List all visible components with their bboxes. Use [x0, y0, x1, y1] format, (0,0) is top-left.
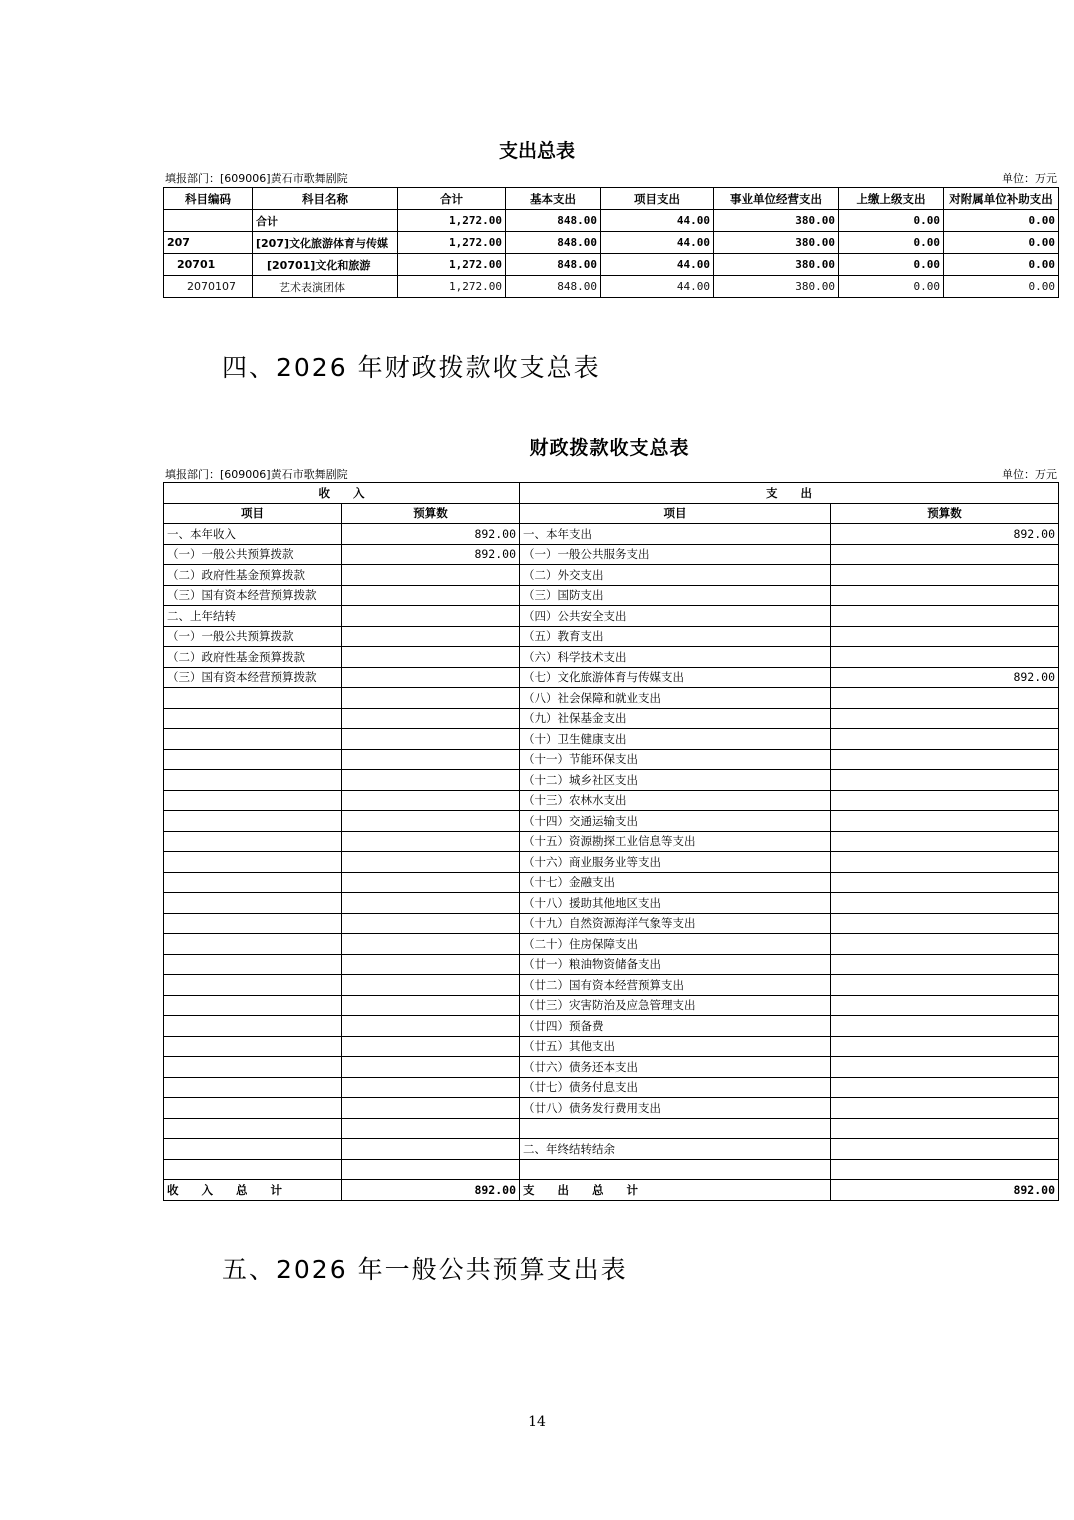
table-row	[164, 585, 1059, 606]
income-item-cell: （一）一般公共预算拨款	[164, 544, 342, 565]
cell: 1,272.00	[398, 254, 506, 276]
cell: [20701]文化和旅游	[253, 254, 398, 276]
expense-budget-cell	[831, 544, 1059, 565]
expense-item-cell: （廿六）债务还本支出	[520, 1057, 831, 1078]
table-row	[164, 1139, 1059, 1160]
table2-dept: 填报部门：[609006]黄石市歌舞剧院	[165, 468, 348, 481]
table1-unit: 单位：万元	[1002, 172, 1057, 185]
expense-budget-cell	[831, 688, 1059, 709]
cell: 合计	[253, 210, 398, 232]
cell: 207	[164, 232, 253, 254]
table-row	[164, 872, 1059, 893]
cell: 380.00	[714, 254, 839, 276]
income-budget-cell	[342, 995, 520, 1016]
table2-unit: 单位：万元	[1002, 468, 1057, 481]
income-item-cell	[164, 1036, 342, 1057]
income-item-cell: （三）国有资本经营预算拨款	[164, 667, 342, 688]
income-budget-cell: 892.00	[342, 544, 520, 565]
expense-item-cell: （廿五）其他支出	[520, 1036, 831, 1057]
table-row	[164, 893, 1059, 914]
cell: 848.00	[506, 254, 601, 276]
income-item-cell	[164, 872, 342, 893]
expense-budget-cell	[831, 729, 1059, 750]
table-row	[164, 254, 1059, 276]
cell: 380.00	[714, 210, 839, 232]
expense-item-cell: （十八）援助其他地区支出	[520, 893, 831, 914]
income-item-cell	[164, 1139, 342, 1160]
total-row	[164, 1180, 1059, 1201]
cell: 848.00	[506, 210, 601, 232]
income-budget-cell	[342, 1036, 520, 1057]
income-item-cell	[164, 790, 342, 811]
table-row	[164, 995, 1059, 1016]
income-item-cell: （三）国有资本经营预算拨款	[164, 585, 342, 606]
expense-item-cell: （十五）资源勘探工业信息等支出	[520, 831, 831, 852]
expense-budget-cell	[831, 565, 1059, 586]
table1-title: 支出总表	[498, 140, 575, 162]
expense-budget-cell	[831, 770, 1059, 791]
income-budget-cell	[342, 913, 520, 934]
income-item-header: 项目	[164, 503, 342, 524]
expense-budget-cell	[831, 606, 1059, 627]
expense-item-cell: 一、本年支出	[520, 524, 831, 545]
table-row	[164, 1077, 1059, 1098]
expense-item-cell: （二）外交支出	[520, 565, 831, 586]
income-item-cell: （二）政府性基金预算拨款	[164, 565, 342, 586]
expense-budget-header: 预算数	[831, 503, 1059, 524]
cell: 1,272.00	[398, 210, 506, 232]
expense-item-cell: （十一）节能环保支出	[520, 749, 831, 770]
expense-item-cell	[520, 1118, 831, 1139]
income-budget-cell	[342, 688, 520, 709]
income-item-cell: （二）政府性基金预算拨款	[164, 647, 342, 668]
expense-budget-cell	[831, 1077, 1059, 1098]
table2-title: 财政拨款收支总表	[529, 437, 690, 459]
income-budget-cell	[342, 893, 520, 914]
income-item-cell	[164, 893, 342, 914]
expense-item-cell: （十六）商业服务业等支出	[520, 852, 831, 873]
cell: 44.00	[601, 254, 714, 276]
table-row	[164, 688, 1059, 709]
expense-item-cell	[520, 1159, 831, 1180]
table-row	[164, 852, 1059, 873]
cell: 2070107	[164, 276, 253, 298]
income-item-cell	[164, 811, 342, 832]
expense-budget-cell	[831, 749, 1059, 770]
header-cell: 基本支出	[506, 188, 601, 210]
income-budget-cell	[342, 770, 520, 791]
income-item-cell	[164, 1057, 342, 1078]
income-budget-cell: 892.00	[342, 524, 520, 545]
income-budget-cell	[342, 1098, 520, 1119]
income-budget-cell	[342, 790, 520, 811]
income-item-cell	[164, 852, 342, 873]
income-budget-cell	[342, 1118, 520, 1139]
income-item-cell	[164, 954, 342, 975]
section4-heading: 四、2026 年财政拨款收支总表	[222, 353, 601, 382]
total-income-value: 892.00	[342, 1180, 520, 1201]
expense-item-cell: （廿八）债务发行费用支出	[520, 1098, 831, 1119]
expense-budget-cell	[831, 1098, 1059, 1119]
expense-item-header: 项目	[520, 503, 831, 524]
cell: 848.00	[506, 232, 601, 254]
income-item-cell	[164, 688, 342, 709]
expense-item-cell: （十三）农林水支出	[520, 790, 831, 811]
expense-budget-cell	[831, 708, 1059, 729]
expense-budget-cell: 892.00	[831, 524, 1059, 545]
cell: 1,272.00	[398, 232, 506, 254]
table-row	[164, 913, 1059, 934]
expense-budget-cell	[831, 975, 1059, 996]
income-item-cell: 二、上年结转	[164, 606, 342, 627]
expense-item-cell: （七）文化旅游体育与传媒支出	[520, 667, 831, 688]
table-row	[164, 1098, 1059, 1119]
cell: 44.00	[601, 210, 714, 232]
cell: 848.00	[506, 276, 601, 298]
cell: 0.00	[839, 254, 944, 276]
income-budget-cell	[342, 606, 520, 627]
cell: 44.00	[601, 232, 714, 254]
expense-item-cell: （十）卫生健康支出	[520, 729, 831, 750]
expense-budget-cell	[831, 626, 1059, 647]
table-row	[164, 770, 1059, 791]
income-budget-cell	[342, 667, 520, 688]
expense-item-cell: （廿一）粮油物资储备支出	[520, 954, 831, 975]
expense-budget-cell	[831, 647, 1059, 668]
expense-budget-cell	[831, 954, 1059, 975]
income-budget-cell	[342, 708, 520, 729]
income-item-cell	[164, 770, 342, 791]
expense-item-cell: （十二）城乡社区支出	[520, 770, 831, 791]
income-item-cell	[164, 729, 342, 750]
expense-item-cell: （廿二）国有资本经营预算支出	[520, 975, 831, 996]
expense-budget-cell	[831, 1118, 1059, 1139]
expense-budget-cell	[831, 913, 1059, 934]
income-budget-cell	[342, 831, 520, 852]
header-cell: 合计	[398, 188, 506, 210]
expense-item-cell: （八）社会保障和就业支出	[520, 688, 831, 709]
expense-budget-cell	[831, 811, 1059, 832]
cell	[164, 210, 253, 232]
expense-budget-cell	[831, 1057, 1059, 1078]
expense-item-cell: 二、年终结转结余	[520, 1139, 831, 1160]
table-row	[164, 749, 1059, 770]
table-header-row	[164, 188, 1059, 210]
income-item-cell	[164, 934, 342, 955]
expense-budget-cell	[831, 995, 1059, 1016]
column-header-row	[164, 503, 1059, 524]
cell: 380.00	[714, 276, 839, 298]
table-row	[164, 1016, 1059, 1037]
table-row	[164, 626, 1059, 647]
income-item-cell	[164, 975, 342, 996]
income-budget-cell	[342, 565, 520, 586]
table-row	[164, 524, 1059, 545]
expense-budget-cell	[831, 1036, 1059, 1057]
group-header-row	[164, 483, 1059, 504]
expense-item-cell: （一）一般公共服务支出	[520, 544, 831, 565]
income-budget-cell	[342, 729, 520, 750]
income-item-cell	[164, 749, 342, 770]
page-number: 14	[528, 1414, 546, 1430]
income-budget-cell	[342, 749, 520, 770]
income-item-cell: （一）一般公共预算拨款	[164, 626, 342, 647]
header-cell: 对附属单位补助支出	[944, 188, 1059, 210]
cell: 0.00	[839, 232, 944, 254]
expense-item-cell: （五）教育支出	[520, 626, 831, 647]
header-cell: 事业单位经营支出	[714, 188, 839, 210]
total-expense-value: 892.00	[831, 1180, 1059, 1201]
table-row	[164, 831, 1059, 852]
table1-dept: 填报部门：[609006]黄石市歌舞剧院	[165, 172, 348, 185]
header-cell: 上缴上级支出	[839, 188, 944, 210]
expense-budget-cell	[831, 872, 1059, 893]
income-budget-cell	[342, 1159, 520, 1180]
income-budget-cell	[342, 852, 520, 873]
expense-item-cell: （廿三）灾害防治及应急管理支出	[520, 995, 831, 1016]
expense-item-cell: （三）国防支出	[520, 585, 831, 606]
table-row	[164, 1118, 1059, 1139]
total-expense-label: 支 出 总 计	[520, 1180, 831, 1201]
income-item-cell: 一、本年收入	[164, 524, 342, 545]
cell: 0.00	[944, 210, 1059, 232]
header-cell: 科目名称	[253, 188, 398, 210]
expense-budget-cell	[831, 852, 1059, 873]
income-budget-cell	[342, 811, 520, 832]
expense-item-cell: （廿四）预备费	[520, 1016, 831, 1037]
cell: 380.00	[714, 232, 839, 254]
income-budget-cell	[342, 975, 520, 996]
income-item-cell	[164, 1098, 342, 1119]
income-item-cell	[164, 708, 342, 729]
income-budget-cell	[342, 1016, 520, 1037]
income-group-header: 收 入	[164, 483, 520, 504]
income-budget-cell	[342, 934, 520, 955]
income-item-cell	[164, 995, 342, 1016]
expense-item-cell: （十九）自然资源海洋气象等支出	[520, 913, 831, 934]
table-row	[164, 544, 1059, 565]
table-row	[164, 1159, 1059, 1180]
income-budget-cell	[342, 1077, 520, 1098]
table-row	[164, 647, 1059, 668]
expense-budget-cell	[831, 790, 1059, 811]
income-budget-cell	[342, 954, 520, 975]
income-budget-cell	[342, 1139, 520, 1160]
cell: 44.00	[601, 276, 714, 298]
income-item-cell	[164, 831, 342, 852]
total-income-label: 收 入 总 计	[164, 1180, 342, 1201]
table-row	[164, 954, 1059, 975]
expense-budget-cell	[831, 1139, 1059, 1160]
cell: 0.00	[839, 276, 944, 298]
expense-item-cell: （十七）金融支出	[520, 872, 831, 893]
table-row	[164, 975, 1059, 996]
cell: [207]文化旅游体育与传媒	[253, 232, 398, 254]
income-budget-cell	[342, 872, 520, 893]
income-item-cell	[164, 913, 342, 934]
expense-budget-cell	[831, 585, 1059, 606]
income-budget-cell	[342, 626, 520, 647]
cell: 0.00	[839, 210, 944, 232]
income-item-cell	[164, 1118, 342, 1139]
expense-budget-cell	[831, 1016, 1059, 1037]
income-item-cell	[164, 1159, 342, 1180]
income-budget-cell	[342, 1057, 520, 1078]
header-cell: 项目支出	[601, 188, 714, 210]
table-row	[164, 565, 1059, 586]
expense-item-cell: （九）社保基金支出	[520, 708, 831, 729]
income-item-cell	[164, 1077, 342, 1098]
cell: 0.00	[944, 276, 1059, 298]
cell: 20701	[164, 254, 253, 276]
expense-budget-cell	[831, 893, 1059, 914]
expenditure-summary-table	[163, 187, 1059, 298]
expense-item-cell: （廿七）债务付息支出	[520, 1077, 831, 1098]
expense-budget-cell	[831, 831, 1059, 852]
income-budget-cell	[342, 647, 520, 668]
table-row	[164, 729, 1059, 750]
expense-item-cell: （四）公共安全支出	[520, 606, 831, 627]
expense-item-cell: （六）科学技术支出	[520, 647, 831, 668]
table-row	[164, 210, 1059, 232]
cell: 0.00	[944, 232, 1059, 254]
income-budget-cell	[342, 585, 520, 606]
table-row	[164, 276, 1059, 298]
table-row	[164, 811, 1059, 832]
table-row	[164, 1036, 1059, 1057]
table-row	[164, 1057, 1059, 1078]
header-cell: 科目编码	[164, 188, 253, 210]
expense-budget-cell	[831, 934, 1059, 955]
table-row	[164, 667, 1059, 688]
income-budget-header: 预算数	[342, 503, 520, 524]
cell: 艺术表演团体	[253, 276, 398, 298]
income-item-cell	[164, 1016, 342, 1037]
expense-group-header: 支 出	[520, 483, 1059, 504]
fiscal-appropriation-table	[163, 482, 1059, 1201]
expense-item-cell: （二十）住房保障支出	[520, 934, 831, 955]
cell: 0.00	[944, 254, 1059, 276]
cell: 1,272.00	[398, 276, 506, 298]
table-row	[164, 708, 1059, 729]
section5-heading: 五、2026 年一般公共预算支出表	[222, 1255, 628, 1284]
table-row	[164, 606, 1059, 627]
table-row	[164, 934, 1059, 955]
expense-item-cell: （十四）交通运输支出	[520, 811, 831, 832]
expense-budget-cell: 892.00	[831, 667, 1059, 688]
table-row	[164, 232, 1059, 254]
table-row	[164, 790, 1059, 811]
expense-budget-cell	[831, 1159, 1059, 1180]
